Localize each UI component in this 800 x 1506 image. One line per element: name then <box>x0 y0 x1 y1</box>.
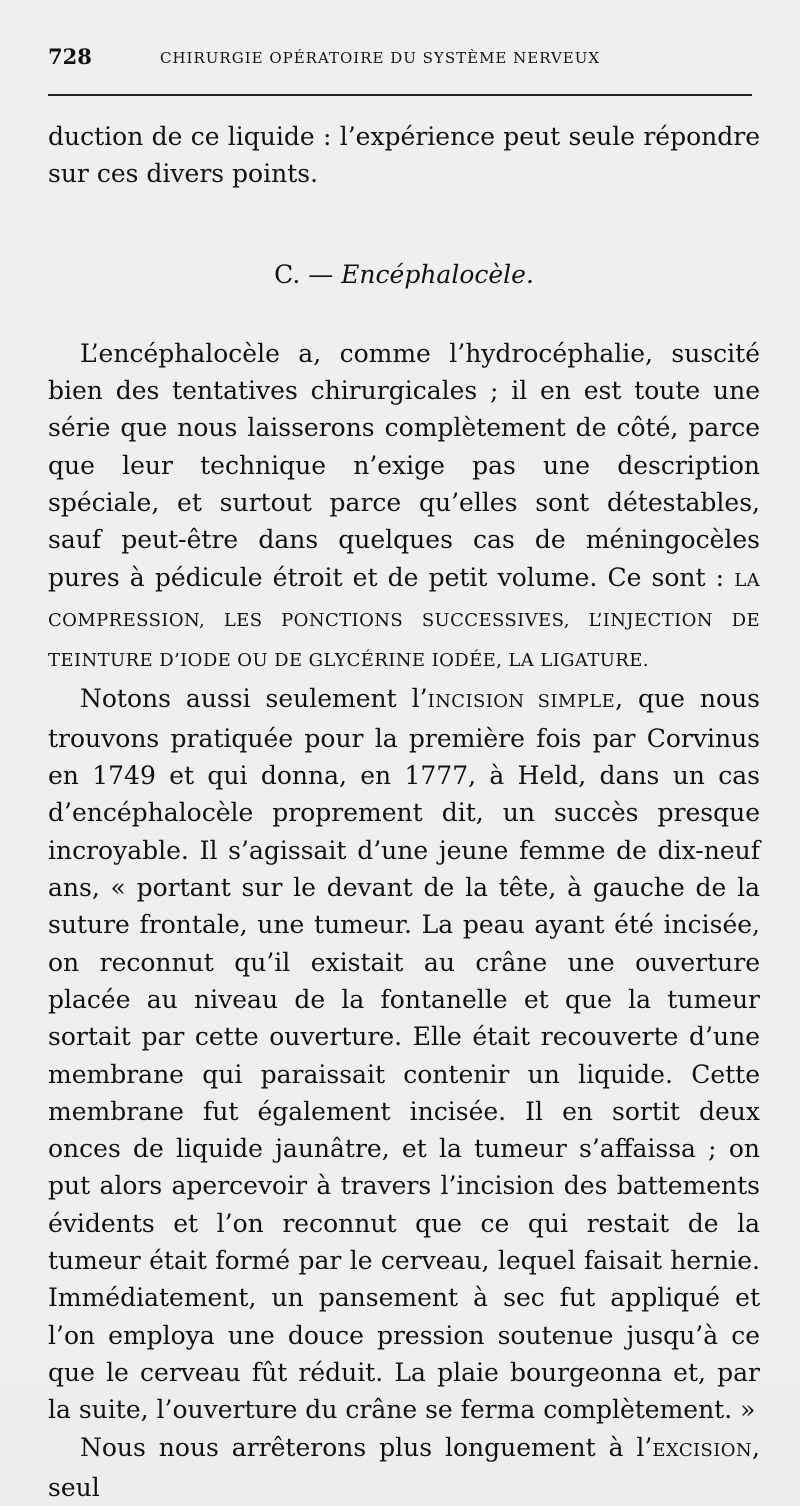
page-header <box>48 44 752 74</box>
paragraph-encephalocele <box>48 335 760 680</box>
paragraph-excision <box>48 1429 760 1506</box>
page-number: 728 <box>48 44 92 69</box>
small-caps-text: EXCISION <box>652 1440 752 1461</box>
running-title: CHIRURGIE OPÉRATOIRE DU SYSTÈME NERVEUX <box>160 49 600 67</box>
paragraph-text: Notons aussi seulement l’ <box>80 684 428 713</box>
paragraph-incision <box>48 680 760 1429</box>
small-caps-text: LA COMPRESSION, LES PONCTIONS SUCCESSIVES, L’INJECTION DE TEINTURE D’IODE OU DE GLYCÉRINE IODÉE, LA LIGATURE. <box>48 570 760 672</box>
paragraph-text: Nous nous arrêterons plus longuement à l’ <box>80 1433 652 1462</box>
paragraph-text: , que nous trouvons pratiquée pour la première fois par Corvinus en 1749 et qui donna, en 1777, à Held, dans un cas d’encéphalocèle proprement dit, un succès presque incroyable. Il s’agissait d’une jeune femme de dix-neuf ans, « portant sur le devant de la tête, à gauche de la suture frontale, une tumeur. La peau ayant été incisée, on reconnut qu’il existait au crâne une ouverture placée au niveau de la fontanelle et que la tumeur sortait par cette ouverture. Elle était recouverte d’une membrane qui paraissait contenir un liquide. Cette membrane fut également incisée. Il en sortit deux onces de liquide jaunâtre, et la tumeur s’affaissa ; on put alors apercevoir à travers l’incision des battements évidents et l’on reconnut que ce qui restait de la tumeur était formé par le cerveau, lequel faisait hernie. Immédiatement, un pansement à sec fut appliqué et l’on employa une douce pression soutenue jusqu’à ce que le cerveau fût réduit. La plaie bourgeonna et, par la suite, l’ouverture du crâne se ferma complètement. » <box>48 684 760 1425</box>
section-heading <box>48 256 760 293</box>
body-text <box>48 118 760 1506</box>
paragraph-text: L’encéphalocèle a, comme l’hydrocéphalie, suscité bien des tentatives chirurgicales ; il en est toute une série que nous laisserons complètement de côté, parce que leur technique n’exige pas une description spéciale, et surtout parce qu’elles sont détestables, sauf peut-être dans quelques cas de méningocèles pures à pédicule étroit et de petit volume. Ce sont : <box>48 339 760 592</box>
paragraph-text: , seul <box>48 1433 760 1502</box>
section-letter: C. — <box>274 260 333 289</box>
section-title: Encéphalocèle. <box>341 260 534 289</box>
small-caps-text: INCISION SIMPLE <box>428 691 616 712</box>
paragraph-continuation: duction de ce liquide : l’expérience peut seule répondre sur ces divers points. <box>48 118 760 193</box>
header-rule <box>48 94 752 96</box>
